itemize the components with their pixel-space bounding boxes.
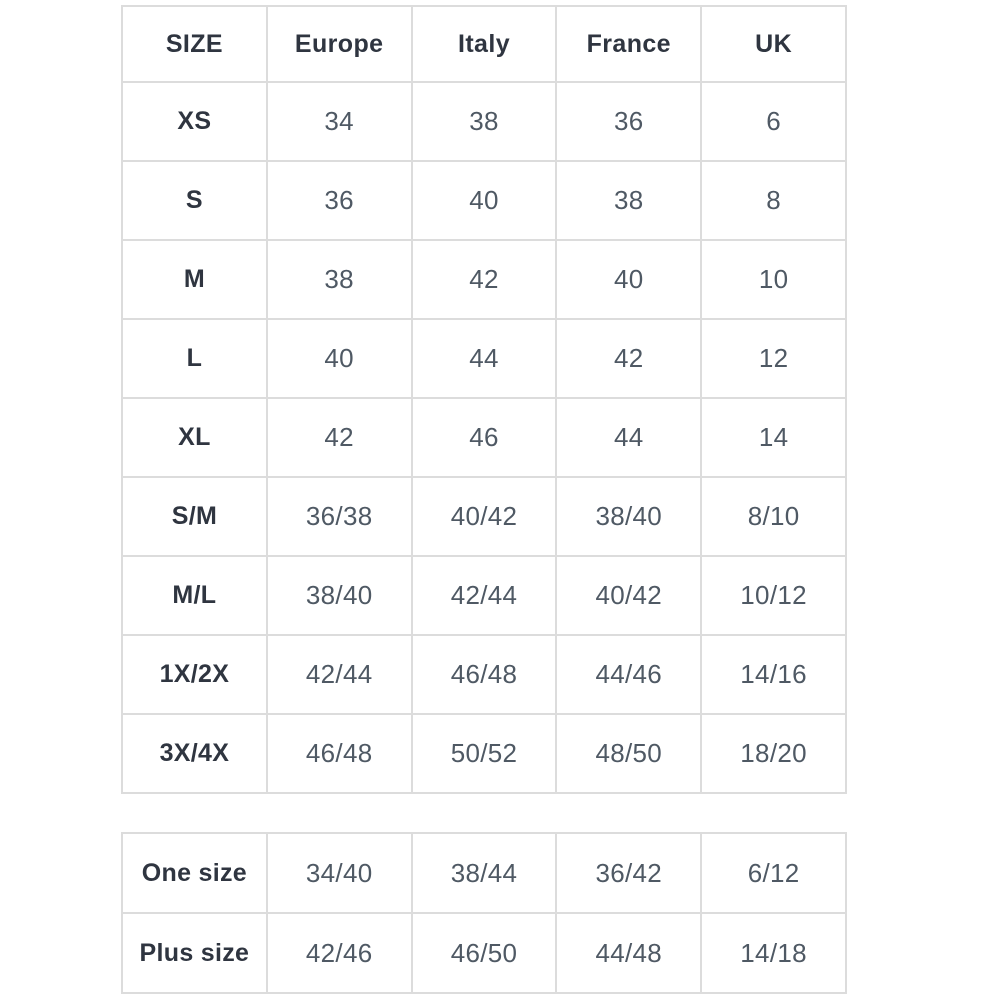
- table-cell: 14: [701, 398, 846, 477]
- size-label: XS: [122, 82, 267, 161]
- table-cell: 34: [267, 82, 412, 161]
- table-cell: 36/38: [267, 477, 412, 556]
- size-label: 3X/4X: [122, 714, 267, 793]
- table-cell: 44/48: [556, 913, 701, 993]
- size-label: S: [122, 161, 267, 240]
- table-cell: 8/10: [701, 477, 846, 556]
- column-header-france: France: [556, 6, 701, 82]
- table-row: [122, 398, 846, 477]
- size-label: S/M: [122, 477, 267, 556]
- table-cell: 50/52: [412, 714, 557, 793]
- table-row: [122, 714, 846, 793]
- table-cell: 46/50: [412, 913, 557, 993]
- table-cell: 42/46: [267, 913, 412, 993]
- table-cell: 46: [412, 398, 557, 477]
- table-cell: 44: [556, 398, 701, 477]
- table-cell: 34/40: [267, 833, 412, 913]
- table-cell: 14/16: [701, 635, 846, 714]
- table-cell: 10: [701, 240, 846, 319]
- table-row: [122, 556, 846, 635]
- column-header-size: SIZE: [122, 6, 267, 82]
- size-label: One size: [122, 833, 267, 913]
- table-cell: 38: [267, 240, 412, 319]
- table-cell: 36/42: [556, 833, 701, 913]
- table-row: [122, 913, 846, 993]
- table-cell: 42: [267, 398, 412, 477]
- table-cell: 44/46: [556, 635, 701, 714]
- table-cell: 48/50: [556, 714, 701, 793]
- table-cell: 40: [412, 161, 557, 240]
- size-label: 1X/2X: [122, 635, 267, 714]
- table-cell: 40/42: [556, 556, 701, 635]
- table-cell: 46/48: [267, 714, 412, 793]
- header-row: [122, 6, 846, 82]
- table-row: [122, 82, 846, 161]
- table-cell: 14/18: [701, 913, 846, 993]
- size-table-body: [122, 82, 846, 793]
- table-cell: 40/42: [412, 477, 557, 556]
- table-row: [122, 833, 846, 913]
- table-cell: 42/44: [412, 556, 557, 635]
- table-cell: 36: [556, 82, 701, 161]
- table-cell: 38/40: [556, 477, 701, 556]
- table-cell: 8: [701, 161, 846, 240]
- table-cell: 38/40: [267, 556, 412, 635]
- column-header-italy: Italy: [412, 6, 557, 82]
- table-cell: 44: [412, 319, 557, 398]
- size-label: XL: [122, 398, 267, 477]
- table-cell: 10/12: [701, 556, 846, 635]
- table-row: [122, 161, 846, 240]
- table-cell: 18/20: [701, 714, 846, 793]
- table-cell: 6/12: [701, 833, 846, 913]
- table-cell: 36: [267, 161, 412, 240]
- table-cell: 12: [701, 319, 846, 398]
- table-row: [122, 240, 846, 319]
- table-row: [122, 477, 846, 556]
- size-label: L: [122, 319, 267, 398]
- table-row: [122, 319, 846, 398]
- table-cell: 42/44: [267, 635, 412, 714]
- table-cell: 42: [412, 240, 557, 319]
- table-cell: 6: [701, 82, 846, 161]
- table-cell: 42: [556, 319, 701, 398]
- size-label: Plus size: [122, 913, 267, 993]
- size-label: M/L: [122, 556, 267, 635]
- size-conversion-table: [121, 5, 847, 794]
- table-cell: 40: [267, 319, 412, 398]
- table-cell: 38: [412, 82, 557, 161]
- one-size-plus-size-table: [121, 832, 847, 994]
- column-header-europe: Europe: [267, 6, 412, 82]
- secondary-table-body: [122, 833, 846, 993]
- table-cell: 40: [556, 240, 701, 319]
- table-cell: 46/48: [412, 635, 557, 714]
- size-table-header: [122, 6, 846, 82]
- table-cell: 38: [556, 161, 701, 240]
- size-label: M: [122, 240, 267, 319]
- table-row: [122, 635, 846, 714]
- column-header-uk: UK: [701, 6, 846, 82]
- table-cell: 38/44: [412, 833, 557, 913]
